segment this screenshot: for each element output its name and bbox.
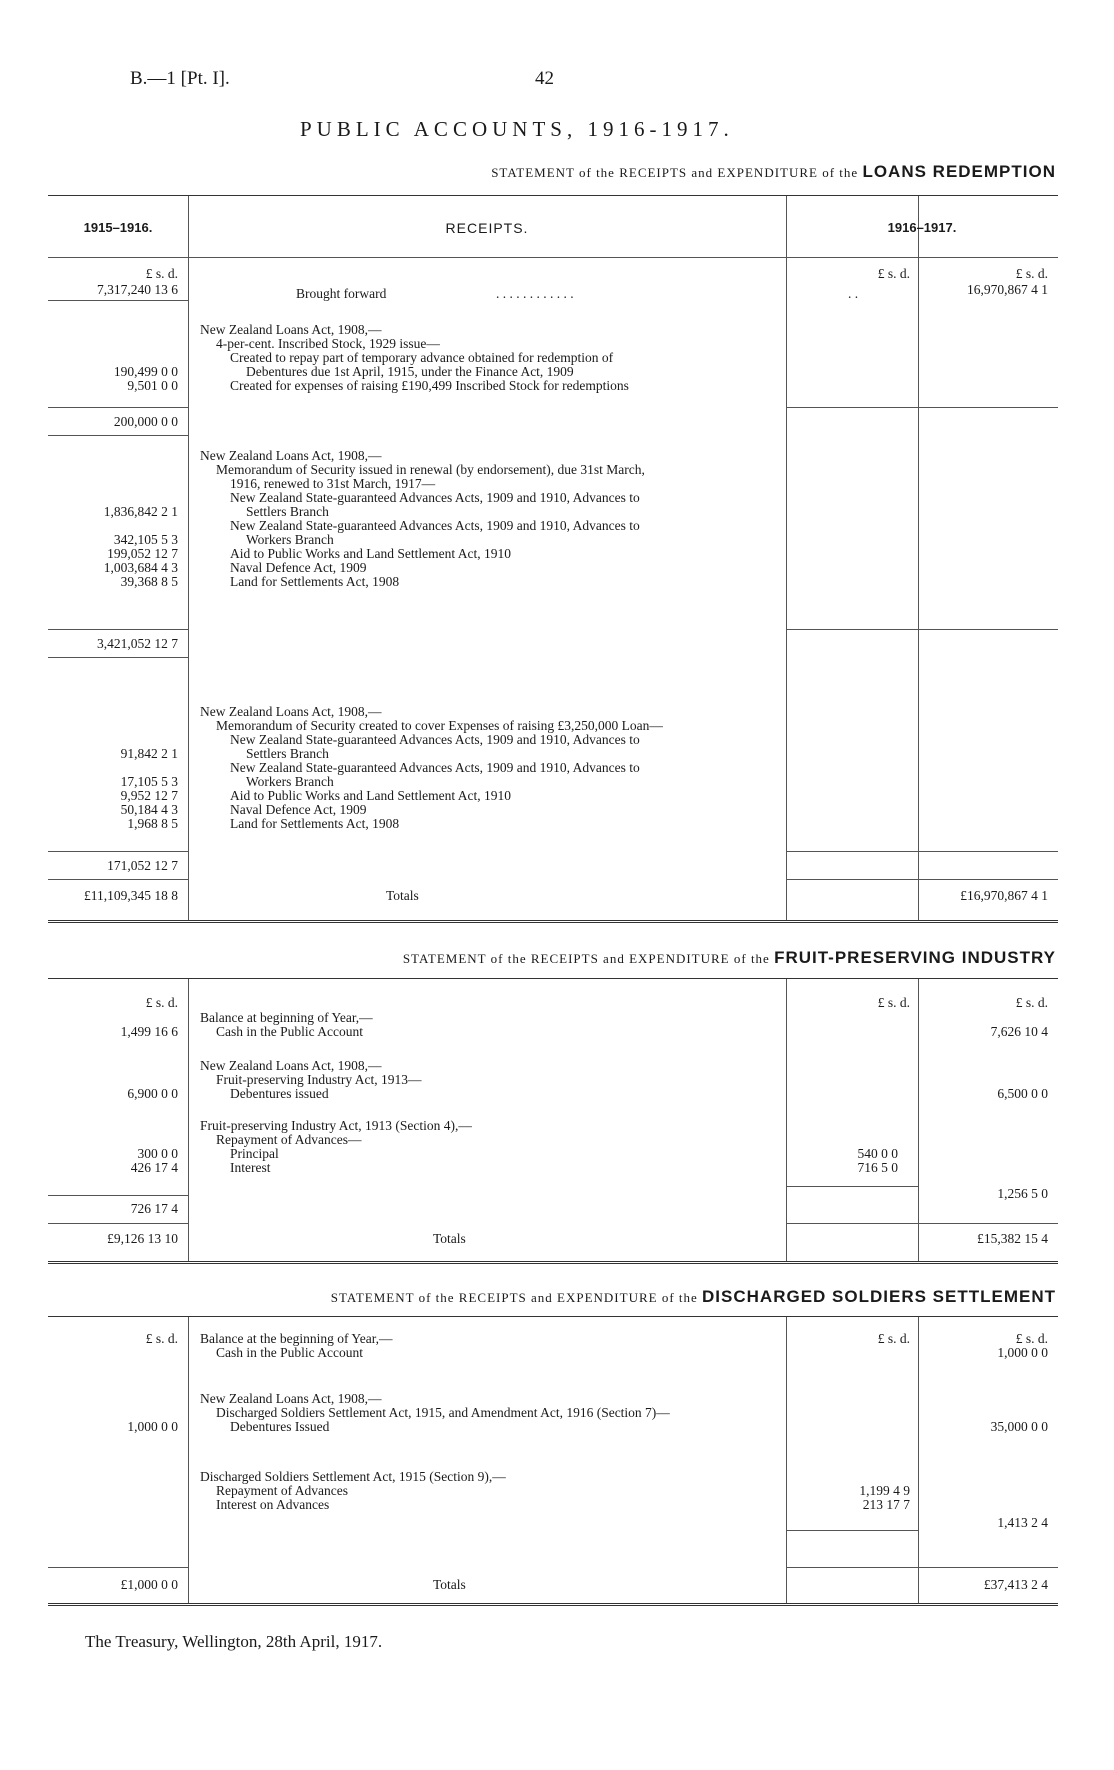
loans-g2-subtotal: 3,421,052 12 7	[97, 636, 178, 651]
soldiers-dss-act: Discharged Soldiers Settlement Act, 1915, and Amendment Act, 1916 (Section 7)—	[216, 1405, 670, 1420]
loans-statement-heading	[491, 162, 1056, 182]
page-title: PUBLIC ACCOUNTS, 1916-1917.	[300, 117, 734, 141]
fruit-unit-mid: £ s. d.	[877, 995, 910, 1010]
loans-g3-i2a: New Zealand State-guaranteed Advances Acts, 1909 and 1910, Advances to	[230, 760, 640, 775]
loans-total-curr: £16,970,867 4 1	[960, 888, 1048, 903]
fruit-principal-label: Principal	[230, 1146, 279, 1161]
fruit-statement-name: FRUIT-PRESERVING INDUSTRY	[774, 948, 1056, 967]
loans-g1-subtotal: 200,000 0 0	[113, 414, 178, 429]
soldiers-subtotal-curr: 1,413 2 4	[997, 1515, 1048, 1530]
soldiers-unit-mid: £ s. d.	[877, 1331, 910, 1346]
loans-g3-i1b: Settlers Branch	[246, 746, 329, 761]
loans-unit-prev: £ s. d.	[145, 266, 178, 281]
loans-g3-i2b: Workers Branch	[246, 774, 334, 789]
loans-g2-v5: 39,368 8 5	[120, 574, 178, 589]
fruit-cash-prev: 1,499 16 6	[120, 1024, 178, 1039]
fruit-subtotal-prev: 726 17 4	[130, 1201, 178, 1216]
soldiers-unit-curr: £ s. d.	[1015, 1331, 1048, 1346]
page-number: 42	[535, 68, 554, 89]
soldiers-loans-label: New Zealand Loans Act, 1908,—	[200, 1391, 382, 1406]
loans-g2-i5: Land for Settlements Act, 1908	[230, 574, 400, 589]
soldiers-deb-label: Debentures Issued	[230, 1419, 330, 1434]
loans-g3-v1: 91,842 2 1	[120, 746, 178, 761]
loans-g3-v5: 1,968 8 5	[127, 816, 178, 831]
fruit-balance-label: Balance at beginning of Year,—	[200, 1010, 373, 1025]
loans-bf-label: Brought forward	[296, 286, 387, 301]
fruit-total-curr: £15,382 15 4	[977, 1231, 1048, 1246]
fruit-principal-prev: 300 0 0	[137, 1146, 178, 1161]
fruit-fp-act: Fruit-preserving Industry Act, 1913—	[216, 1072, 422, 1087]
soldiers-repay-label: Repayment of Advances	[216, 1483, 348, 1498]
loans-g2-v2: 342,105 5 3	[113, 532, 178, 547]
loans-g3-v3: 9,952 12 7	[120, 788, 178, 803]
loans-g2-i1b: Settlers Branch	[246, 504, 329, 519]
soldiers-totals-label: Totals	[433, 1577, 466, 1592]
loans-g2-v1: 1,836,842 2 1	[103, 504, 178, 519]
loans-g1-v2: 9,501 0 0	[127, 378, 178, 393]
loans-g2-memo1: Memorandum of Security issued in renewal (by endorsement), due 31st March,	[216, 462, 645, 477]
soldiers-interest-mid: 213 17 7	[862, 1497, 910, 1512]
loans-g3-memo: Memorandum of Security created to cover Expenses of raising £3,250,000 Loan—	[216, 718, 663, 733]
soldiers-deb-prev: 1,000 0 0	[127, 1419, 178, 1434]
soldiers-total-prev: £1,000 0 0	[120, 1577, 178, 1592]
soldiers-cash-label: Cash in the Public Account	[216, 1345, 363, 1360]
loans-head-receipts: RECEIPTS.	[445, 220, 529, 236]
soldiers-total-curr: £37,413 2 4	[983, 1577, 1048, 1592]
loans-g1-issue: 4-per-cent. Inscribed Stock, 1929 issue—	[216, 336, 440, 351]
soldiers-statement-heading	[331, 1287, 1056, 1307]
loans-head-1916: 1916–1917.	[887, 220, 957, 235]
fruit-sec4-label: Fruit-preserving Industry Act, 1913 (Section 4),—	[200, 1118, 472, 1133]
fruit-total-prev: £9,126 13 10	[107, 1231, 178, 1246]
loans-g3-v2: 17,105 5 3	[120, 774, 178, 789]
fruit-deb-label: Debentures issued	[230, 1086, 329, 1101]
fruit-interest-prev: 426 17 4	[130, 1160, 178, 1175]
fruit-deb-curr: 6,500 0 0	[997, 1086, 1048, 1101]
treasury-signature-line: The Treasury, Wellington, 28th April, 1917.	[85, 1632, 383, 1651]
fruit-unit-prev: £ s. d.	[145, 995, 178, 1010]
loans-g3-v4: 50,184 4 3	[120, 802, 178, 817]
loans-g2-v4: 1,003,684 4 3	[103, 560, 178, 575]
loans-g3-i4: Naval Defence Act, 1909	[230, 802, 367, 817]
fruit-deb-prev: 6,900 0 0	[127, 1086, 178, 1101]
loans-bf-dots-curr: . .	[848, 286, 859, 301]
loans-g1-line1: Created to repay part of temporary advance obtained for redemption of	[230, 350, 614, 365]
fruit-cash-label: Cash in the Public Account	[216, 1024, 363, 1039]
soldiers-deb-curr: 35,000 0 0	[990, 1419, 1048, 1434]
loans-g2-i1a: New Zealand State-guaranteed Advances Acts, 1909 and 1910, Advances to	[230, 490, 640, 505]
fruit-loans-label: New Zealand Loans Act, 1908,—	[200, 1058, 382, 1073]
loans-g1-line2: Debentures due 1st April, 1915, under the Finance Act, 1909	[246, 364, 574, 379]
loans-g3-i5: Land for Settlements Act, 1908	[230, 816, 400, 831]
loans-g1-line3: Created for expenses of raising £190,499 Inscribed Stock for redemptions	[230, 378, 629, 393]
loans-g2-i2b: Workers Branch	[246, 532, 334, 547]
soldiers-sec9-label: Discharged Soldiers Settlement Act, 1915 (Section 9),—	[200, 1469, 506, 1484]
loans-total-prev: £11,109,345 18 8	[84, 888, 178, 903]
fruit-unit-curr: £ s. d.	[1015, 995, 1048, 1010]
soldiers-statement-prefix: STATEMENT of the RECEIPTS and EXPENDITURE of the	[330, 1290, 698, 1305]
fruit-principal-mid: 540 0 0	[857, 1146, 898, 1161]
soldiers-repay-mid: 1,199 4 9	[859, 1483, 910, 1498]
loans-redemption-table	[48, 195, 1058, 923]
loans-head-1915: 1915–1916.	[83, 220, 153, 235]
loans-g2-memo2: 1916, renewed to 31st March, 1917—	[230, 476, 436, 491]
loans-unit-curr-total: £ s. d.	[1015, 266, 1048, 281]
loans-statement-prefix: STATEMENT of the RECEIPTS and EXPENDITURE of the	[491, 165, 859, 180]
fruit-repay-label: Repayment of Advances—	[216, 1132, 362, 1147]
loans-bf-prev: 7,317,240 13 6	[97, 282, 178, 297]
loans-bf-dots: . . . . . . . . . . . .	[496, 286, 574, 301]
loans-g3-i1a: New Zealand State-guaranteed Advances Acts, 1909 and 1910, Advances to	[230, 732, 640, 747]
loans-g1-act: New Zealand Loans Act, 1908,—	[200, 322, 382, 337]
page-reference: B.—1 [Pt. I].	[130, 68, 230, 89]
fruit-totals-label: Totals	[433, 1231, 466, 1246]
loans-g2-i2a: New Zealand State-guaranteed Advances Acts, 1909 and 1910, Advances to	[230, 518, 640, 533]
loans-g3-i3: Aid to Public Works and Land Settlement Act, 1910	[230, 788, 512, 803]
fruit-subtotal-curr: 1,256 5 0	[997, 1186, 1048, 1201]
discharged-soldiers-table	[48, 1316, 1058, 1606]
fruit-statement-prefix: STATEMENT of the RECEIPTS and EXPENDITURE of the	[402, 951, 770, 966]
soldiers-cash-curr: 1,000 0 0	[997, 1345, 1048, 1360]
fruit-interest-mid: 716 5 0	[857, 1160, 898, 1175]
loans-unit-curr: £ s. d.	[877, 266, 910, 281]
loans-g3-act: New Zealand Loans Act, 1908,—	[200, 704, 382, 719]
loans-g2-act: New Zealand Loans Act, 1908,—	[200, 448, 382, 463]
fruit-cash-curr: 7,626 10 4	[990, 1024, 1048, 1039]
soldiers-interest-label: Interest on Advances	[216, 1497, 330, 1512]
loans-statement-name: LOANS REDEMPTION	[862, 162, 1056, 181]
loans-bf-total: 16,970,867 4 1	[967, 282, 1048, 297]
loans-totals-label: Totals	[386, 888, 419, 903]
loans-g2-v3: 199,052 12 7	[107, 546, 178, 561]
soldiers-unit-prev: £ s. d.	[145, 1331, 178, 1346]
soldiers-balance-label: Balance at the beginning of Year,—	[200, 1331, 393, 1346]
fruit-statement-heading	[403, 948, 1056, 968]
loans-g1-v1: 190,499 0 0	[113, 364, 178, 379]
loans-g3-subtotal: 171,052 12 7	[107, 858, 178, 873]
fruit-preserving-table	[48, 978, 1058, 1264]
fruit-interest-label: Interest	[230, 1160, 271, 1175]
loans-g2-i3: Aid to Public Works and Land Settlement Act, 1910	[230, 546, 512, 561]
loans-g2-i4: Naval Defence Act, 1909	[230, 560, 367, 575]
soldiers-statement-name: DISCHARGED SOLDIERS SETTLEMENT	[702, 1287, 1056, 1306]
